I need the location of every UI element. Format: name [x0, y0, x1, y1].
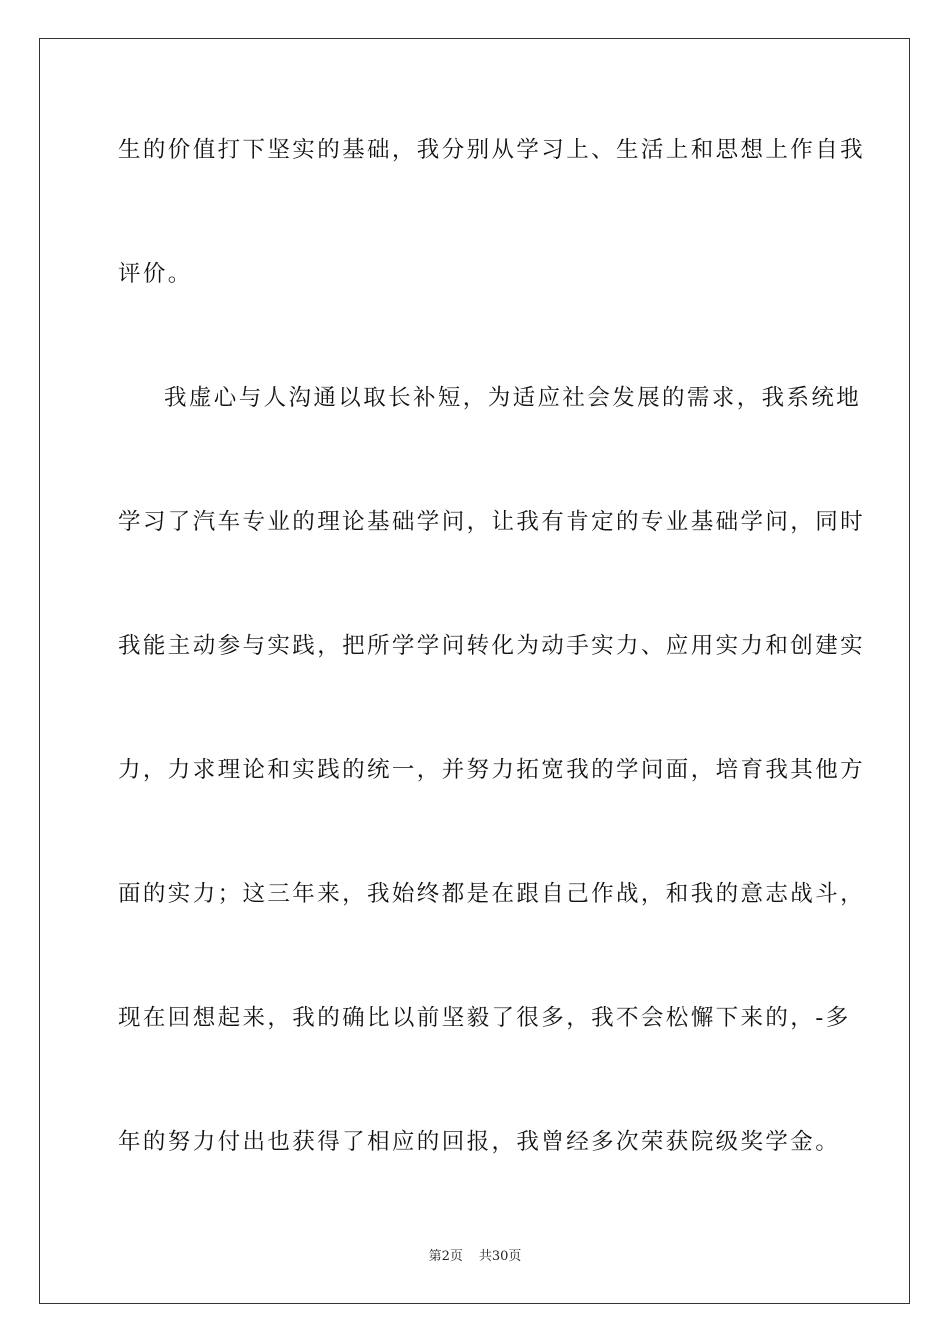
- total-pages: 共30页: [478, 1249, 522, 1264]
- page-footer: [0, 1248, 950, 1266]
- paragraph-line: 评价。: [118, 261, 193, 287]
- paragraph-line: 年的努力付出也获得了相应的回报，我曾经多次荣获院级奖学金。: [118, 1129, 841, 1155]
- page-number: 第2页: [428, 1249, 463, 1264]
- paragraph-line: 我虚心与人沟通以取长补短，为适应社会发展的需求，我系统地: [164, 385, 862, 411]
- paragraph-line: 面的实力；这三年来，我始终都是在跟自己作战，和我的意志战斗，: [118, 881, 866, 907]
- paragraph-line: 我能主动参与实践，把所学学问转化为动手实力、应用实力和创建实: [118, 633, 866, 659]
- paragraph-line: 现在回想起来，我的确比以前坚毅了很多，我不会松懈下来的，-多: [118, 1005, 851, 1031]
- paragraph-line: 学习了汽车专业的理论基础学问，让我有肯定的专业基础学问，同时: [118, 509, 866, 535]
- page-border: [39, 38, 910, 1304]
- paragraph-line: 生的价值打下坚实的基础，我分别从学习上、生活上和思想上作自我: [118, 137, 866, 163]
- paragraph-line: 力，力求理论和实践的统一，并努力拓宽我的学问面，培育我其他方: [118, 757, 866, 783]
